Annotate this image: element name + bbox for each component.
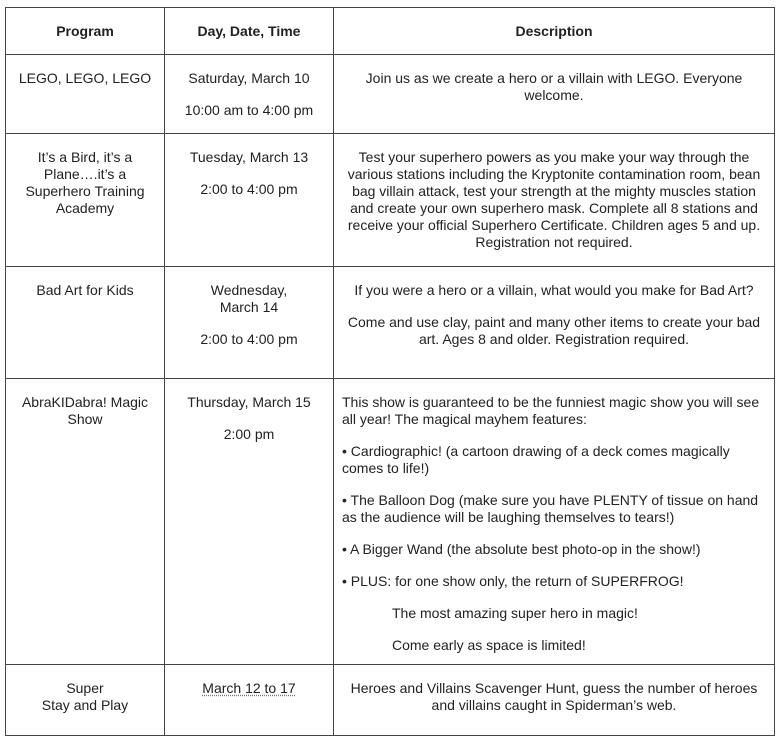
datetime-cell <box>165 665 334 736</box>
event-day: Saturday, March 10 <box>188 70 310 86</box>
event-date-range: March 12 to 17 <box>202 680 296 696</box>
list-item: • The Balloon Dog (make sure you have PLENTY of tissue on hand as the audience will be laughing themselves to tears!) <box>342 492 759 525</box>
program-cell <box>6 379 165 665</box>
header-day-date-time: Day, Date, Time <box>165 8 334 55</box>
program-name: It’s a Bird, it’s a Plane….it’s a Superhero Training Academy <box>25 149 145 216</box>
program-cell <box>6 267 165 379</box>
program-name: Bad Art for Kids <box>36 282 134 298</box>
event-time: 2:00 to 4:00 pm <box>200 331 298 347</box>
program-cell <box>6 665 165 736</box>
program-name: AbraKIDabra! Magic Show <box>21 394 149 427</box>
event-description: Heroes and Villains Scavenger Hunt, guess the number of heroes and villains caught in Spiderman’s web. <box>350 680 758 713</box>
event-time: 10:00 am to 4:00 pm <box>184 102 314 118</box>
list-item: • PLUS: for one show only, the return of SUPERFROG! <box>342 573 684 589</box>
program-schedule-table <box>5 7 775 736</box>
program-name-line2: Stay and Play <box>41 697 129 713</box>
event-time: 2:00 to 4:00 pm <box>200 181 298 197</box>
table-row <box>6 267 775 379</box>
event-day: Tuesday, March 13 <box>189 149 309 165</box>
program-cell <box>6 134 165 267</box>
header-row <box>6 8 775 55</box>
event-day: Wednesday, March 14 <box>210 282 288 315</box>
table-row <box>6 134 775 267</box>
description-cell <box>334 55 775 134</box>
list-item: • A Bigger Wand (the absolute best photo-op in the show!) <box>342 541 701 557</box>
program-cell <box>6 55 165 134</box>
description-cell <box>334 379 775 665</box>
datetime-cell <box>165 55 334 134</box>
program-name: Super <box>66 680 104 696</box>
header-description: Description <box>334 8 775 55</box>
description-cell <box>334 665 775 736</box>
header-program: Program <box>6 8 165 55</box>
datetime-cell <box>165 134 334 267</box>
event-description: Test your superhero powers as you make your way through the various stations including the Kryptonite contamination room, bean bag villain attack, test your strength at the mighty muscles station and create your own superhero mask. Complete all 8 stations and receive your official Superhero Certificate. Children ages 5 and up. Registration not required. <box>347 149 761 250</box>
event-description: Join us as we create a hero or a villain with LEGO. Everyone welcome. <box>365 70 743 103</box>
description-cell <box>334 134 775 267</box>
event-day: Thursday, March 15 <box>187 394 311 410</box>
datetime-cell <box>165 267 334 379</box>
datetime-cell <box>165 379 334 665</box>
tagline: Come early as space is limited! <box>392 637 586 653</box>
event-description: If you were a hero or a villain, what would you make for Bad Art? <box>354 282 754 298</box>
event-description: This show is guaranteed to be the funniest magic show you will see all year! The magical mayhem features: <box>342 394 760 427</box>
event-description-details: Come and use clay, paint and many other items to create your bad art. Ages 8 and older. Registration required. <box>347 314 761 347</box>
description-cell <box>334 267 775 379</box>
tagline: The most amazing super hero in magic! <box>392 605 638 621</box>
event-day <box>173 680 325 697</box>
program-name: LEGO, LEGO, LEGO <box>18 70 152 86</box>
table-row <box>6 665 775 736</box>
list-item: • Cardiographic! (a cartoon drawing of a deck comes magically comes to life!) <box>342 443 730 476</box>
event-time: 2:00 pm <box>223 426 275 442</box>
table-row <box>6 55 775 134</box>
table-row <box>6 379 775 665</box>
